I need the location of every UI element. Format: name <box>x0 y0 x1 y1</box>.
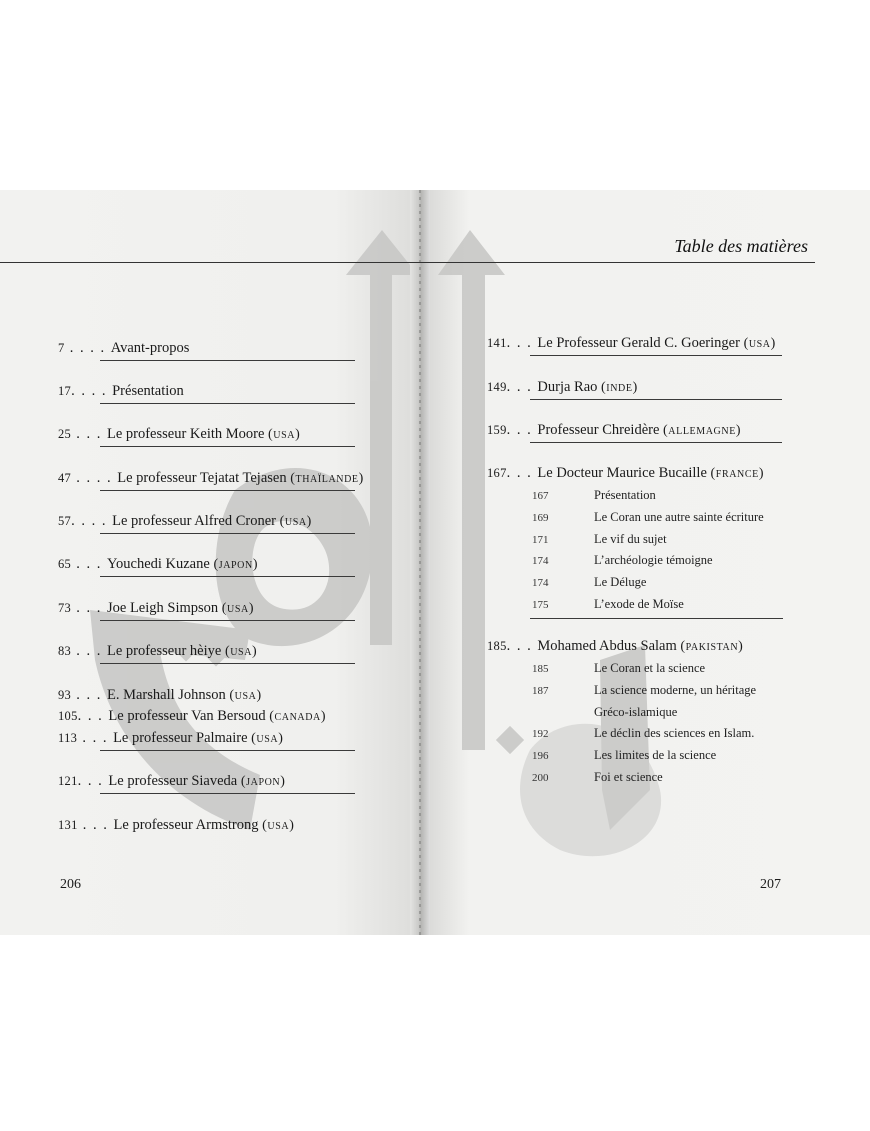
toc-subentry <box>532 726 754 741</box>
toc-subentry <box>532 510 764 525</box>
toc-entry <box>58 513 312 530</box>
toc-page-number: 121 <box>58 774 78 788</box>
entry-underline <box>100 620 355 621</box>
toc-page-number: 167 <box>487 466 507 480</box>
leader-dots: . . . . <box>71 470 118 486</box>
leader-dots: . . . . <box>64 340 111 356</box>
toc-entry-title: Le professeur Armstrong <box>113 817 263 833</box>
toc-entry <box>58 643 257 660</box>
subentry-title: Les limites de la science <box>594 748 717 763</box>
toc-page-number: 159 <box>487 423 507 437</box>
toc-page-number: 73 <box>58 601 72 615</box>
toc-page-number: 7 <box>58 341 65 355</box>
toc-entry <box>487 638 743 655</box>
toc-entry-title: Le professeur Palmaire <box>113 730 252 746</box>
toc-entry-title: Avant-propos <box>110 340 190 356</box>
toc-entry-title: Le Professeur Gerald C. Goeringer <box>537 335 744 351</box>
entry-underline <box>530 442 782 443</box>
toc-entry-title: Le professeur Keith Moore <box>106 426 269 442</box>
toc-subentry <box>532 661 705 676</box>
toc-entry <box>487 465 764 482</box>
toc-entry <box>58 470 364 487</box>
entry-underline <box>100 793 355 794</box>
toc-entry-title: Joe Leigh Simpson <box>106 600 222 616</box>
toc-entry-title: Le professeur Tejatat Tejasen <box>117 470 291 486</box>
subentry-page-number: 185 <box>532 663 549 675</box>
subentry-title: Foi et science <box>594 770 663 784</box>
toc-page-number: 131 <box>58 818 78 832</box>
subentry-title: Le Coran une autre sainte écriture <box>594 509 764 524</box>
leader-dots: . . . <box>71 687 107 703</box>
toc-page-number: 149 <box>487 380 507 394</box>
toc-entry <box>58 708 326 725</box>
toc-page-number: 65 <box>58 557 72 571</box>
toc-entry <box>58 383 184 400</box>
country-label: (usa) <box>279 514 312 529</box>
toc-subentry <box>532 575 646 590</box>
subentry-title: Présentation <box>594 488 656 502</box>
toc-entry <box>58 426 300 443</box>
entry-underline <box>100 446 355 447</box>
subentry-title: Le Coran et la science <box>594 661 706 675</box>
toc-page-number: 113 <box>58 731 78 745</box>
toc-entry-title: Présentation <box>112 383 184 399</box>
subentry-page-number: 169 <box>532 511 549 524</box>
book-spread <box>0 190 870 935</box>
entry-underline <box>100 533 355 534</box>
toc-page-number: 57 <box>58 514 72 528</box>
toc-subentry <box>532 488 656 503</box>
country-label: (japon) <box>240 774 286 789</box>
leader-dots: . . . <box>77 773 109 789</box>
toc-subentry <box>532 770 663 785</box>
toc-page-number: 47 <box>58 471 72 485</box>
toc-entry <box>58 600 254 617</box>
toc-entry-title: Durja Rao <box>537 379 602 395</box>
subentry-page-number: 171 <box>532 533 549 546</box>
page-title: Table des matières <box>674 236 808 256</box>
toc-entry-title: E. Marshall Johnson <box>106 687 230 703</box>
leader-dots: . . . <box>506 379 538 395</box>
toc-entry <box>58 730 284 747</box>
toc-page-number: 93 <box>58 688 72 702</box>
country-label: (allemagne) <box>663 423 742 438</box>
subentry-page-number: 187 <box>532 684 549 697</box>
toc-entry <box>487 379 638 396</box>
header-rule <box>0 262 815 263</box>
leader-dots: . . . <box>506 465 538 481</box>
toc-page-number: 25 <box>58 427 72 441</box>
toc-subentry <box>532 532 667 547</box>
folio-right: 207 <box>760 877 781 892</box>
leader-dots: . . . <box>71 426 107 442</box>
subentry-title: Le Déluge <box>594 575 647 590</box>
entry-underline <box>100 663 355 664</box>
subentry-title: La science moderne, un héritage <box>594 682 757 697</box>
entry-underline <box>100 403 355 404</box>
country-label: (usa) <box>268 427 301 442</box>
country-label: (usa) <box>262 818 295 833</box>
toc-subentry <box>532 705 677 720</box>
toc-subentry <box>532 748 716 763</box>
book-gutter <box>410 190 430 935</box>
country-label: (thaïlande) <box>290 471 364 486</box>
subentry-page-number: 174 <box>532 577 549 590</box>
toc-entry-title: Le professeur Siaveda <box>108 773 241 789</box>
toc-page-number: 105 <box>58 709 78 723</box>
toc-entry <box>58 773 286 790</box>
country-label: (pakistan) <box>680 639 744 654</box>
toc-entry-title: Le professeur Van Bersoud <box>108 708 270 724</box>
subentry-page-number: 167 <box>532 490 549 502</box>
country-label: (usa) <box>743 336 776 351</box>
subentry-title: L’archéologie témoigne <box>594 553 713 568</box>
subentry-title: L’exode de Moïse <box>594 597 684 611</box>
country-label: (usa) <box>224 644 258 659</box>
entry-underline <box>100 360 355 361</box>
leader-dots: . . . <box>77 817 114 833</box>
entry-underline <box>100 750 355 751</box>
toc-page-number: 83 <box>58 644 72 658</box>
country-label: (usa) <box>221 601 255 616</box>
country-label: (canada) <box>269 709 327 724</box>
country-label: (france) <box>710 466 765 481</box>
subentry-title: Gréco-islamique <box>594 704 678 719</box>
leader-dots: . . . <box>71 600 107 616</box>
toc-entry <box>58 817 294 834</box>
toc-entry-title: Youchedi Kuzane <box>106 556 214 572</box>
toc-subentry <box>532 553 713 568</box>
leader-dots: . . . <box>506 638 538 654</box>
folio-left: 206 <box>60 877 81 892</box>
leader-dots: . . . <box>506 335 538 351</box>
country-label: (japon) <box>213 557 259 572</box>
toc-entry-title: Mohamed Abdus Salam <box>537 638 681 654</box>
leader-dots: . . . <box>77 708 109 724</box>
country-label: (usa) <box>229 688 262 703</box>
leader-dots: . . . <box>77 730 114 746</box>
toc-entry <box>58 556 258 573</box>
leader-dots: . . . <box>71 556 107 572</box>
subentry-page-number: 196 <box>532 750 549 763</box>
toc-subentry <box>532 597 684 612</box>
toc-page-number: 185 <box>487 639 507 653</box>
entry-underline <box>530 355 782 356</box>
entry-underline <box>100 490 355 491</box>
section-underline <box>530 618 783 619</box>
toc-subentry <box>532 683 756 698</box>
toc-page-number: 17 <box>58 384 72 398</box>
toc-entry <box>487 422 741 439</box>
subentry-title: Le vif du sujet <box>594 531 667 546</box>
toc-entry-title: Le professeur hèiye <box>106 643 225 659</box>
leader-dots: . . . <box>71 643 107 659</box>
subentry-page-number: 200 <box>532 772 549 784</box>
subentry-page-number: 174 <box>532 555 549 568</box>
entry-underline <box>530 399 782 400</box>
leader-dots: . . . . <box>71 383 113 399</box>
toc-entry-title: Le Docteur Maurice Bucaille <box>537 465 711 481</box>
leader-dots: . . . <box>506 422 538 438</box>
country-label: (inde) <box>601 380 638 395</box>
toc-entry <box>58 340 189 357</box>
subentry-page-number: 175 <box>532 599 549 611</box>
entry-underline <box>100 576 355 577</box>
subentry-title: Le déclin des sciences en Islam. <box>594 726 755 741</box>
country-label: (usa) <box>251 731 284 746</box>
toc-entry <box>58 687 262 704</box>
leader-dots: . . . . <box>71 513 113 529</box>
toc-entry <box>487 335 776 352</box>
toc-entry-title: Professeur Chreidère <box>537 422 664 438</box>
toc-page-number: 141 <box>487 336 507 350</box>
toc-entry-title: Le professeur Alfred Croner <box>112 513 280 529</box>
subentry-page-number: 192 <box>532 728 549 741</box>
